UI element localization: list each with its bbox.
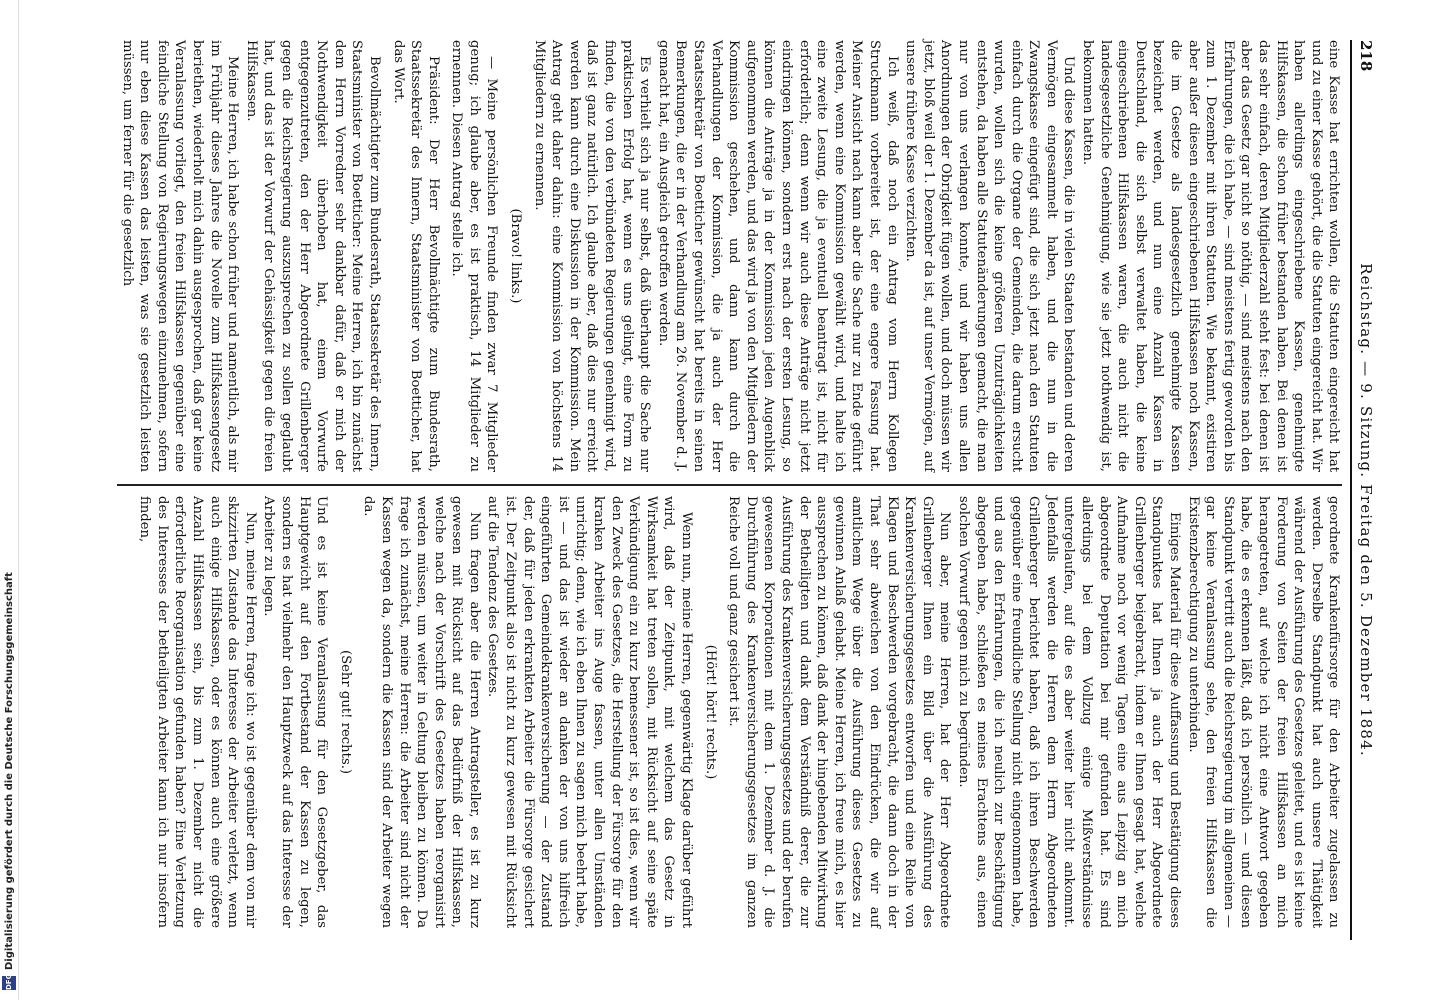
paragraph: geordnete Krankenfürsorge für den Arbeiter zugelassen zu werden. Derselbe Standpunkt hat auch unsere Thätigkeit während der Ausführung des Gesetzes geleitet, und es ist keine Forderung von Seiten der freien Hilfskassen an mich herangetreten, auf welche ich nicht eine Antwort gegeben habe, die es erkennen läßt, daß ich persönlich — und diesen Standpunkt vertritt auch die Reichsregierung im allgemeinen — gar keine Veranlassung sehe, den freien Hilfskassen die Existenzberechtigung zu unterbinden. xyxy=(1185,496,1342,928)
paragraph: Einiges Material für diese Auffassung und Bestätigung dieses Standpunktes hat Ihnen ja auch der Herr Abgeordnete Grillenberger beigebracht, indem er Ihnen gesagt hat, welche Aufnahme noch vor wenig Tagen eine aus Leipzig an mich abgeordnete Deputation bei mir gefunden hat. Es sind allerdings bei dem Vollzug einige Mißverständnisse untergelaufen, auf die es aber weiter hier nicht ankommt. Jedenfalls werden die Herren dem Herrn Abgeordneten Grillenberger berichtet haben, daß ich ihren Beschwerden gegenüber eine freundliche Stellung nicht eingenommen habe, und aus den Erfahrungen, die ich neulich zur Beschäftigung abgegeben habe, schließen es meines Erachtens aus, einen solchen Vorwurf gegen mich zu begründen. xyxy=(955,496,1183,928)
page-header xyxy=(1350,40,1374,940)
column-divider xyxy=(117,484,1342,486)
paragraph: Es verhielt sich ja nur selbst, daß überhaupt die Sache nur praktischen Erfolg hat, wenn es uns gelingt, eine Form zu finden, die von den verbündeten Regierungen genehmigt wird, daß ist ganz natürlich. Ich glaube aber, daß dies nur erreicht werden kann durch eine Diskussion in der Kommission. Mein Antrag geht daher dahin: eine Kommission von höchstens 14 Mitgliedern zu ernennen. xyxy=(531,40,653,472)
dfg-logo: DFG xyxy=(2,976,16,990)
left-column xyxy=(117,40,1342,472)
right-column xyxy=(117,496,1342,928)
president-line: Präsident: Der Herr Bevollmächtigte zum Bundesrath, Staatssekretär des Innern, Staatsminister von Boetticher, hat das Wort. xyxy=(390,40,441,472)
paragraph: eine Kasse hat errichten wollen, die Statuten eingereicht hat und zu einer Kasse gehört, die die Statuten eingereicht hat. Wir haben allerdings eingeschriebene Kassen, genehmigte Hilfskassen, die schon früher bestanden haben. Bei denen ist das sehr einfach, deren Mitgliederzahl steht fest: bei denen ist aber das Gesetz gar nicht so nöthig, — sind meistens nach den Erfahrungen, die ich habe, — sind meistens fertig geworden bis zum 1. Dezember mit ihren Statuten. Wie bekannt, existiren aber außer diesen eingeschriebenen Hilfskassen noch Kassen, die im Gesetze als landesgesetzlich genehmigte Kassen bezeichnet werden, und nun eine Anzahl Kassen in Deutschland, die sich selbst verwaltet haben, die keine eingeschriebenen Hilfskassen waren, die auch nicht die landesgesetzliche Genehmigung, wie sie jetzt nothwendig ist, bekommen hatten. xyxy=(1080,40,1342,472)
paragraph: Nun fragen aber die Herren Antragsteller, es ist zu kurz gewesen mit Rücksicht auf das Bedürfniß der Hilfskassen, welche nach der Vorschrift des Gesetzes haben reorganisirt werden müssen, um weiter in Geltung bleiben zu können. Da frage ich zunächst, meine Herren: die Arbeiter sind nicht der Kassen wegen da, sondern die Kassen sind der Arbeiter wegen da. xyxy=(361,496,482,928)
paragraph: Ich weiß, daß noch ein Antrag vom Herrn Kollegen Struckmann vorbereitet ist, der eine engere Fassung hat. Meiner Ansicht nach kann aber die Sache nur zu Ende geführt werden, wenn eine Kommission gewählt wird, und halte ich eine zweite Lesung, die ja eventuell beantragt ist, nicht für erforderlich; denn wenn wir auch diese Anträge nicht jetzt eindringen können, sondern erst nach der ersten Lesung, so können die Anträge ja in der Kommission jeden Augenblick aufgenommen werden, und das wird ja von den Mitgliedern der Kommission geschehen, und dann kann durch die Verhandlungen der Kommission, die ja auch der Herr Staatssekretär von Boetticher gewünscht hat bereits in seinen Bemerkungen, die er in der Verhandlung am 26. November d. J. gemacht hat, ein Ausgleich getroffen werden. xyxy=(655,40,900,472)
page-number: 218 xyxy=(1357,40,1375,72)
interjection: (Sehr gut! rechts.) xyxy=(337,649,353,775)
interjection: (Hört! hört! rechts.) xyxy=(702,644,718,780)
text-columns xyxy=(117,40,1342,940)
paragraph: Meine Herren, ich habe schon früher und namentlich, als mir im Frühjahr dieses Jahres die Novelle zum Hilfskassengesetz beriethen, wiederholt mich dahin ausgesprochen, daß gar keine Veranlassung vorliegt, den freien Hilfskassen gegenüber eine feindliche Stellung von Regierungswegen einzunehmen, sofern nur eben diese Kassen das leisten, was sie gesetzlich leisten müssen, um ferner für die gesetzlich xyxy=(119,40,241,472)
paragraph: Nun aber, meine Herren, hat der Herr Abgeordnete Grillenberger Ihnen ein Bild über die Ausführung des Krankenversicherungsgesetzes entworfen und eine Reihe von Klagen und Beschwerden vorgebracht, die dann doch in der That sehr abweichen von den Eindrücken, die wir auf amtlichem Wege über die Ausführung dieses Gesetzes zu gewinnen Anlaß gehabt. Meine Herren, ich freue mich, es hier aussprechen zu können, daß dank der hingebenden Mitwirkung der Betheiligten und dank dem Verständniß derer, die zur Ausführung des Krankenversicherungsgesetzes und der berufen gewesenen Korporationen mit dem 1. Dezember d. J. die Durchführung des Krankenversicherungsgesetzes im ganzen Reiche voll und ganz gesichert ist. xyxy=(726,496,953,928)
running-head: Reichstag. — 9. Sitzung. Freitag den 5. Dezember 1884. xyxy=(1357,263,1375,757)
speaker-paragraph: Bevollmächtigter zum Bundesrath, Staatssekretär des Innern, Staatsminister von Boetticher: Meine Herren, ich bin zunächst dem Herrn Vorredner sehr dankbar dafür, daß er mich der Nothwendigkeit überhoben hat, einem Vorwurfe entgegenzutreten, den der Herr Abgeordnete Grillenberger gegen die Reichsregierung auszusprechen zu sollen geglaubt hat, und das ist der Vorwurf der Gehässigkeit gegen die freien Hilfskassen. xyxy=(243,40,382,472)
paragraph: Wenn nun, meine Herren, gegenwärtig Klage darüber geführt wird, daß der Zeitpunkt, mit welchem das Gesetz in Wirksamkeit hat treten sollen, mit Rücksicht auf seine späte Verkündigung ein zu kurz bemessener ist, so ist dies, wenn wir den Zweck des Gesetzes, die Herstellung der Fürsorge für den kranken Arbeiter ins Auge fassen, unter allen Umständen unrichtig; denn, wie ich eben Ihnen zu sagen mich beehrt habe, ist — und das ist wieder an danken der von uns hilfreich eingeführten Gemeindekrankenversicherung — der Zustand der, daß für jeden erkrankten Arbeiter die Fürsorge gesichert ist. Der Zeitpunkt also ist nicht zu kurz gewesen mit Rücksicht auf die Tendenz des Gesetzes. xyxy=(485,496,695,928)
paragraph: Nun, meine Herren, frage ich: wo ist gegenüber dem von mir skizzirten Zustande das Interesse der Arbeiter verletzt, wenn auch einige Hilfskassen, oder es können auch eine größere Anzahl Hilfskassen sein, bis zum 1. Dezember nicht die erforderliche Reorganisation gefunden haben? Eine Verletzung des Interesses der betheiligten Arbeiter kann ich nur insofern finden, xyxy=(137,496,258,928)
credit-text: Digitalisierung gefördert durch die Deutsche Forschungsgemeinschaft xyxy=(3,572,15,970)
paragraph: Und diese Kassen, die in vielen Staaten bestanden und deren Vermögen eingesammelt haben, und die nun in die Zwangskasse eingefügt sind, die sich jetzt nach den Statuten einfach durch die Organe der Gemeinden, die darum ersucht wurden, wollen sich die keine größeren Unzuträglichkeiten entstehen, da haben alle Statutenänderungen gemacht, die man nur von uns verlangen konnte, und wir haben uns allen Anordnungen der Obrigkeit fügen wollen, und doch müssen wir jetzt, bloß weil der 1. Dezember da ist, auf unser Vermögen, auf unsere frühere Kasse verzichten. xyxy=(903,40,1077,472)
interjection: (Bravo! links.) xyxy=(508,208,524,304)
paragraph: — Meine persönlichen Freunde finden zwar 7 Mitglieder genug; ich glaube aber, es ist praktisch, 14 Mitglieder zu ernennen. Diesen Antrag stelle ich. xyxy=(449,40,500,472)
paragraph: Und es ist keine Veranlassung für den Gesetzgeber, das Hauptgewicht auf den Fortbestand der Kassen zu legen, sondern es hat vielmehr den Hauptzweck auf das Interesse der Arbeiter zu legen. xyxy=(261,496,330,928)
